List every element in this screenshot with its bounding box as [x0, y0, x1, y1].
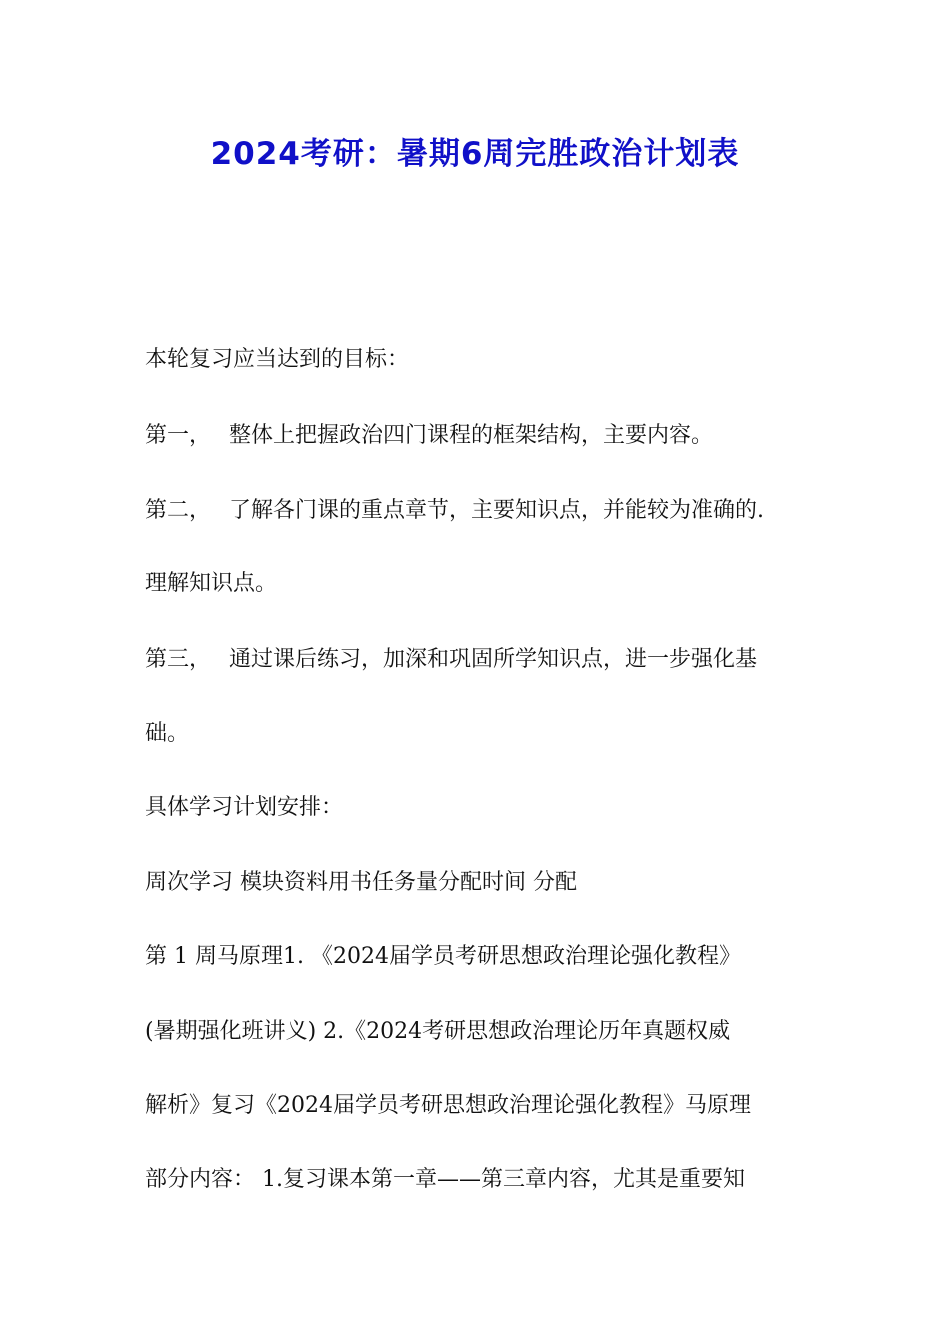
plan-heading: 具体学习计划安排： [145, 795, 344, 820]
plan-line: (暑期强化班讲义) 2.《2024考研思想政治理论历年真题权威 [145, 1019, 731, 1044]
goals-intro: 本轮复习应当达到的目标： [145, 347, 410, 372]
goal-text: 整体上把握政治四门课程的框架结构，主要内容。 [229, 423, 714, 448]
goal-third-continued: 础。 [145, 721, 190, 746]
plan-line: 第 1 周马原理1. 《2024届学员考研思想政治理论强化教程》 [145, 944, 741, 969]
goal-second [145, 497, 764, 525]
goal-third [145, 646, 757, 674]
plan-line: 解析》复习《2024届学员考研思想政治理论强化教程》马原理 [145, 1093, 751, 1118]
goal-number: 第三， [145, 647, 212, 672]
goal-text: 了解各门课的重点章节，主要知识点，并能较为准确的. [229, 498, 764, 523]
goal-number: 第二， [145, 498, 212, 523]
goal-number: 第一， [145, 423, 212, 448]
document-title: 2024考研：暑期6周完胜政治计划表 [210, 136, 740, 172]
goal-text: 通过课后练习，加深和巩固所学知识点，进一步强化基 [229, 647, 758, 672]
plan-table-header: 周次学习 模块资料用书任务量分配时间 分配 [145, 870, 577, 895]
plan-line: 部分内容： 1.复习课本第一章——第三章内容，尤其是重要知 [145, 1167, 745, 1192]
goal-second-continued: 理解知识点。 [145, 571, 278, 596]
goal-first [145, 422, 713, 450]
